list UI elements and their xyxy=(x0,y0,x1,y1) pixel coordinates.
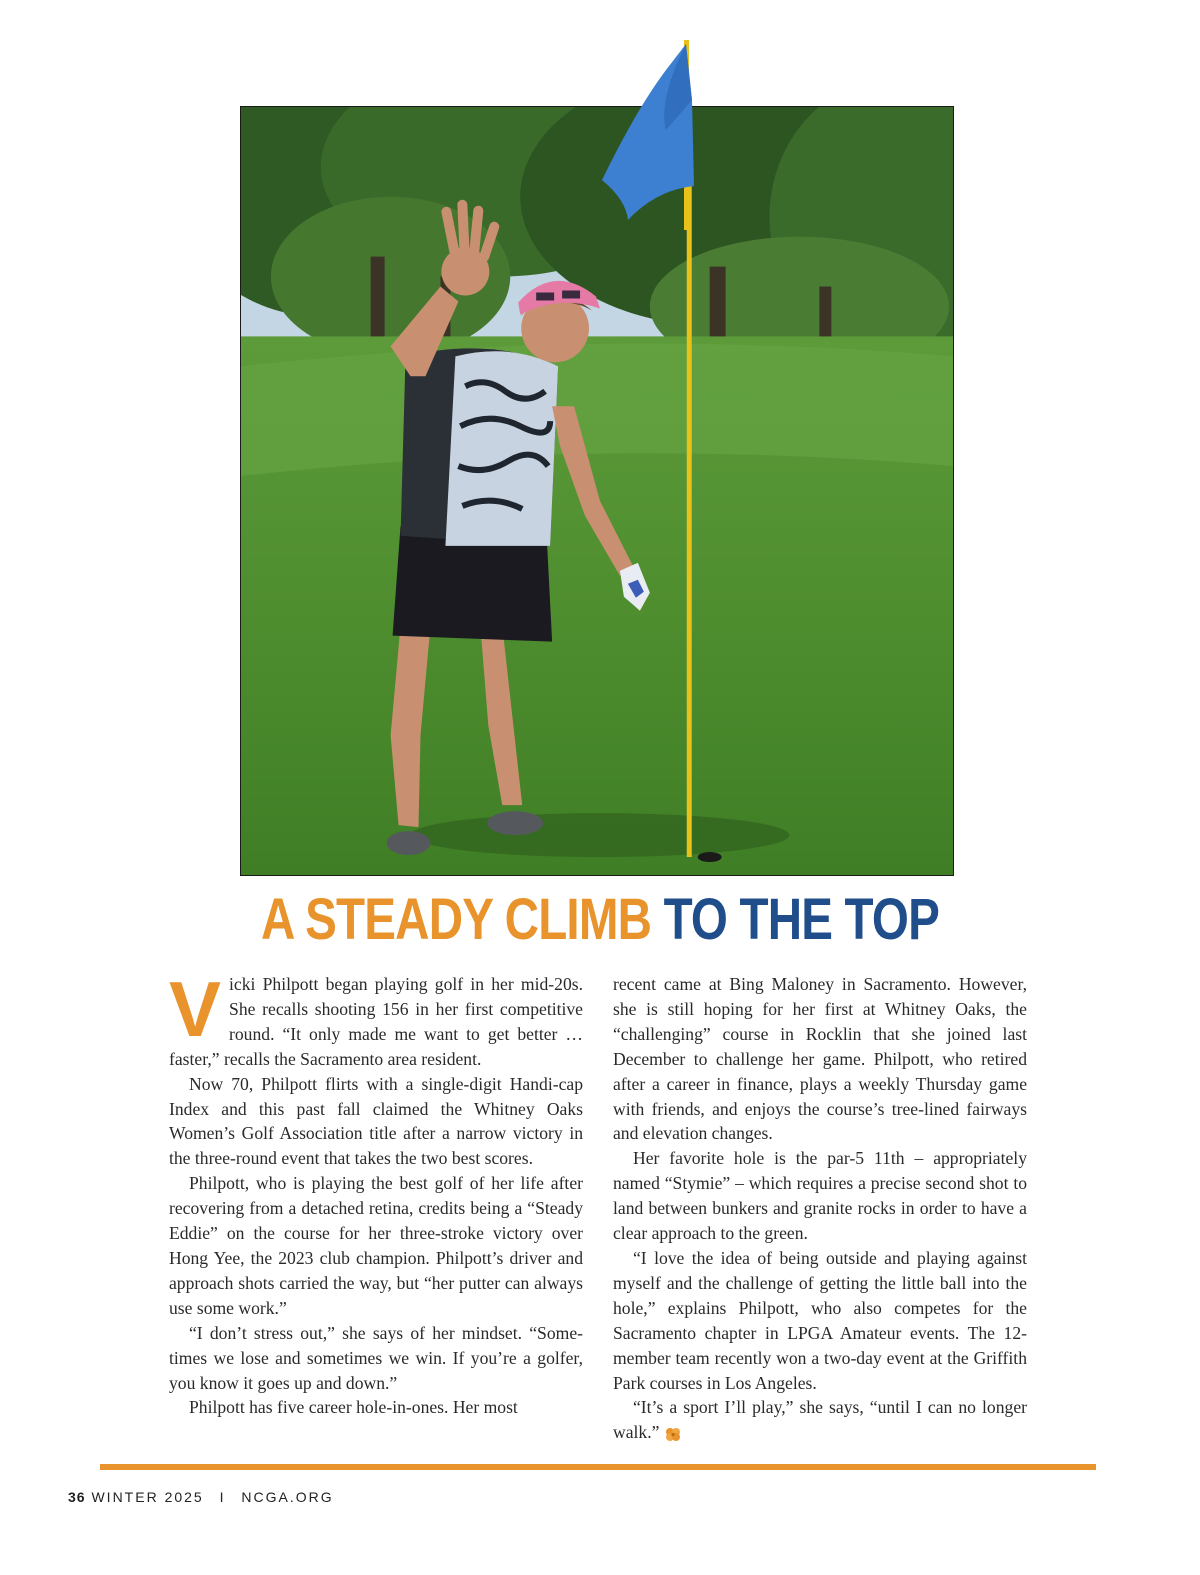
article-headline xyxy=(108,886,1092,953)
golf-flag-icon xyxy=(596,40,706,230)
website-label: NCGA.ORG xyxy=(241,1489,334,1505)
article-paragraph: Philpott, who is playing the best golf of her life after recovering from a detached retina, credits being a “Steady Eddie” on the course for her three-stroke victory over Hong Yee, the 2023 club champion. Philpott’s driver and approach shots carried the way, but “her putter can always use some work.” xyxy=(169,1173,583,1318)
article-paragraph: recent came at Bing Maloney in Sacramento. However, she is still hoping for her first at Whitney Oaks, the “challenging” course in Rocklin that she joined last December to challenge her game. Philpott, who retired after a career in finance, plays a weekly Thursday game with friends, and enjoys the course’s tree-lined fairways and elevation changes. xyxy=(613,974,1027,1144)
paragraph-text: “It’s a sport I’ll play,” she says, “until I can no longer walk.” xyxy=(613,1397,1027,1443)
article-column-right xyxy=(613,972,1027,1445)
issue-label: WINTER 2025 xyxy=(91,1489,204,1505)
paragraph-text: icki Philpott began playing golf in her mid-20s. She recalls shooting 156 in her first competitive round. “It only made me want to get better … faster,” recalls the Sacramento area resident. xyxy=(169,974,583,1069)
poppy-flower-icon xyxy=(665,1426,681,1442)
article-paragraph xyxy=(169,965,583,1072)
flag-graphic xyxy=(596,40,706,230)
article-paragraph: Now 70, Philpott flirts with a single-digit Handi-cap Index and this past fall claimed the Whitney Oaks Women’s Golf Association title after a narrow victory in the three-round event that takes the two best scores. xyxy=(169,1073,583,1169)
page-footer xyxy=(68,1489,334,1505)
article-paragraph: “I don’t stress out,” she says of her mindset. “Some-times we lose and sometimes we win. If you’re a golfer, you know it goes up and down.” xyxy=(169,1322,583,1393)
footer-separator: I xyxy=(219,1489,226,1505)
footer-rule xyxy=(100,1464,1096,1470)
page-number: 36 xyxy=(68,1489,86,1505)
drop-cap: V xyxy=(169,965,222,1053)
article-paragraph: “I love the idea of being outside and playing against myself and the challenge of getting the little ball into the hole,” explains Philpott, who also competes for the Sacramento chapter in LPGA Amateur events. The 12-member team recently won a two-day event at the Griffith Park courses in Los Angeles. xyxy=(613,1247,1027,1393)
article-paragraph: Philpott has five career hole-in-ones. Her most xyxy=(189,1397,518,1418)
article-column-left xyxy=(169,965,583,1420)
article-paragraph xyxy=(613,1395,1027,1445)
article-paragraph: Her favorite hole is the par-5 11th – appropriately named “Stymie” – which requires a precise second shot to land between bunkers and granite rocks in order to have a clear approach to the green. xyxy=(613,1148,1027,1244)
headline-part-2: TO THE TOP xyxy=(663,887,940,952)
headline-part-1: A STEADY CLIMB xyxy=(260,887,652,952)
